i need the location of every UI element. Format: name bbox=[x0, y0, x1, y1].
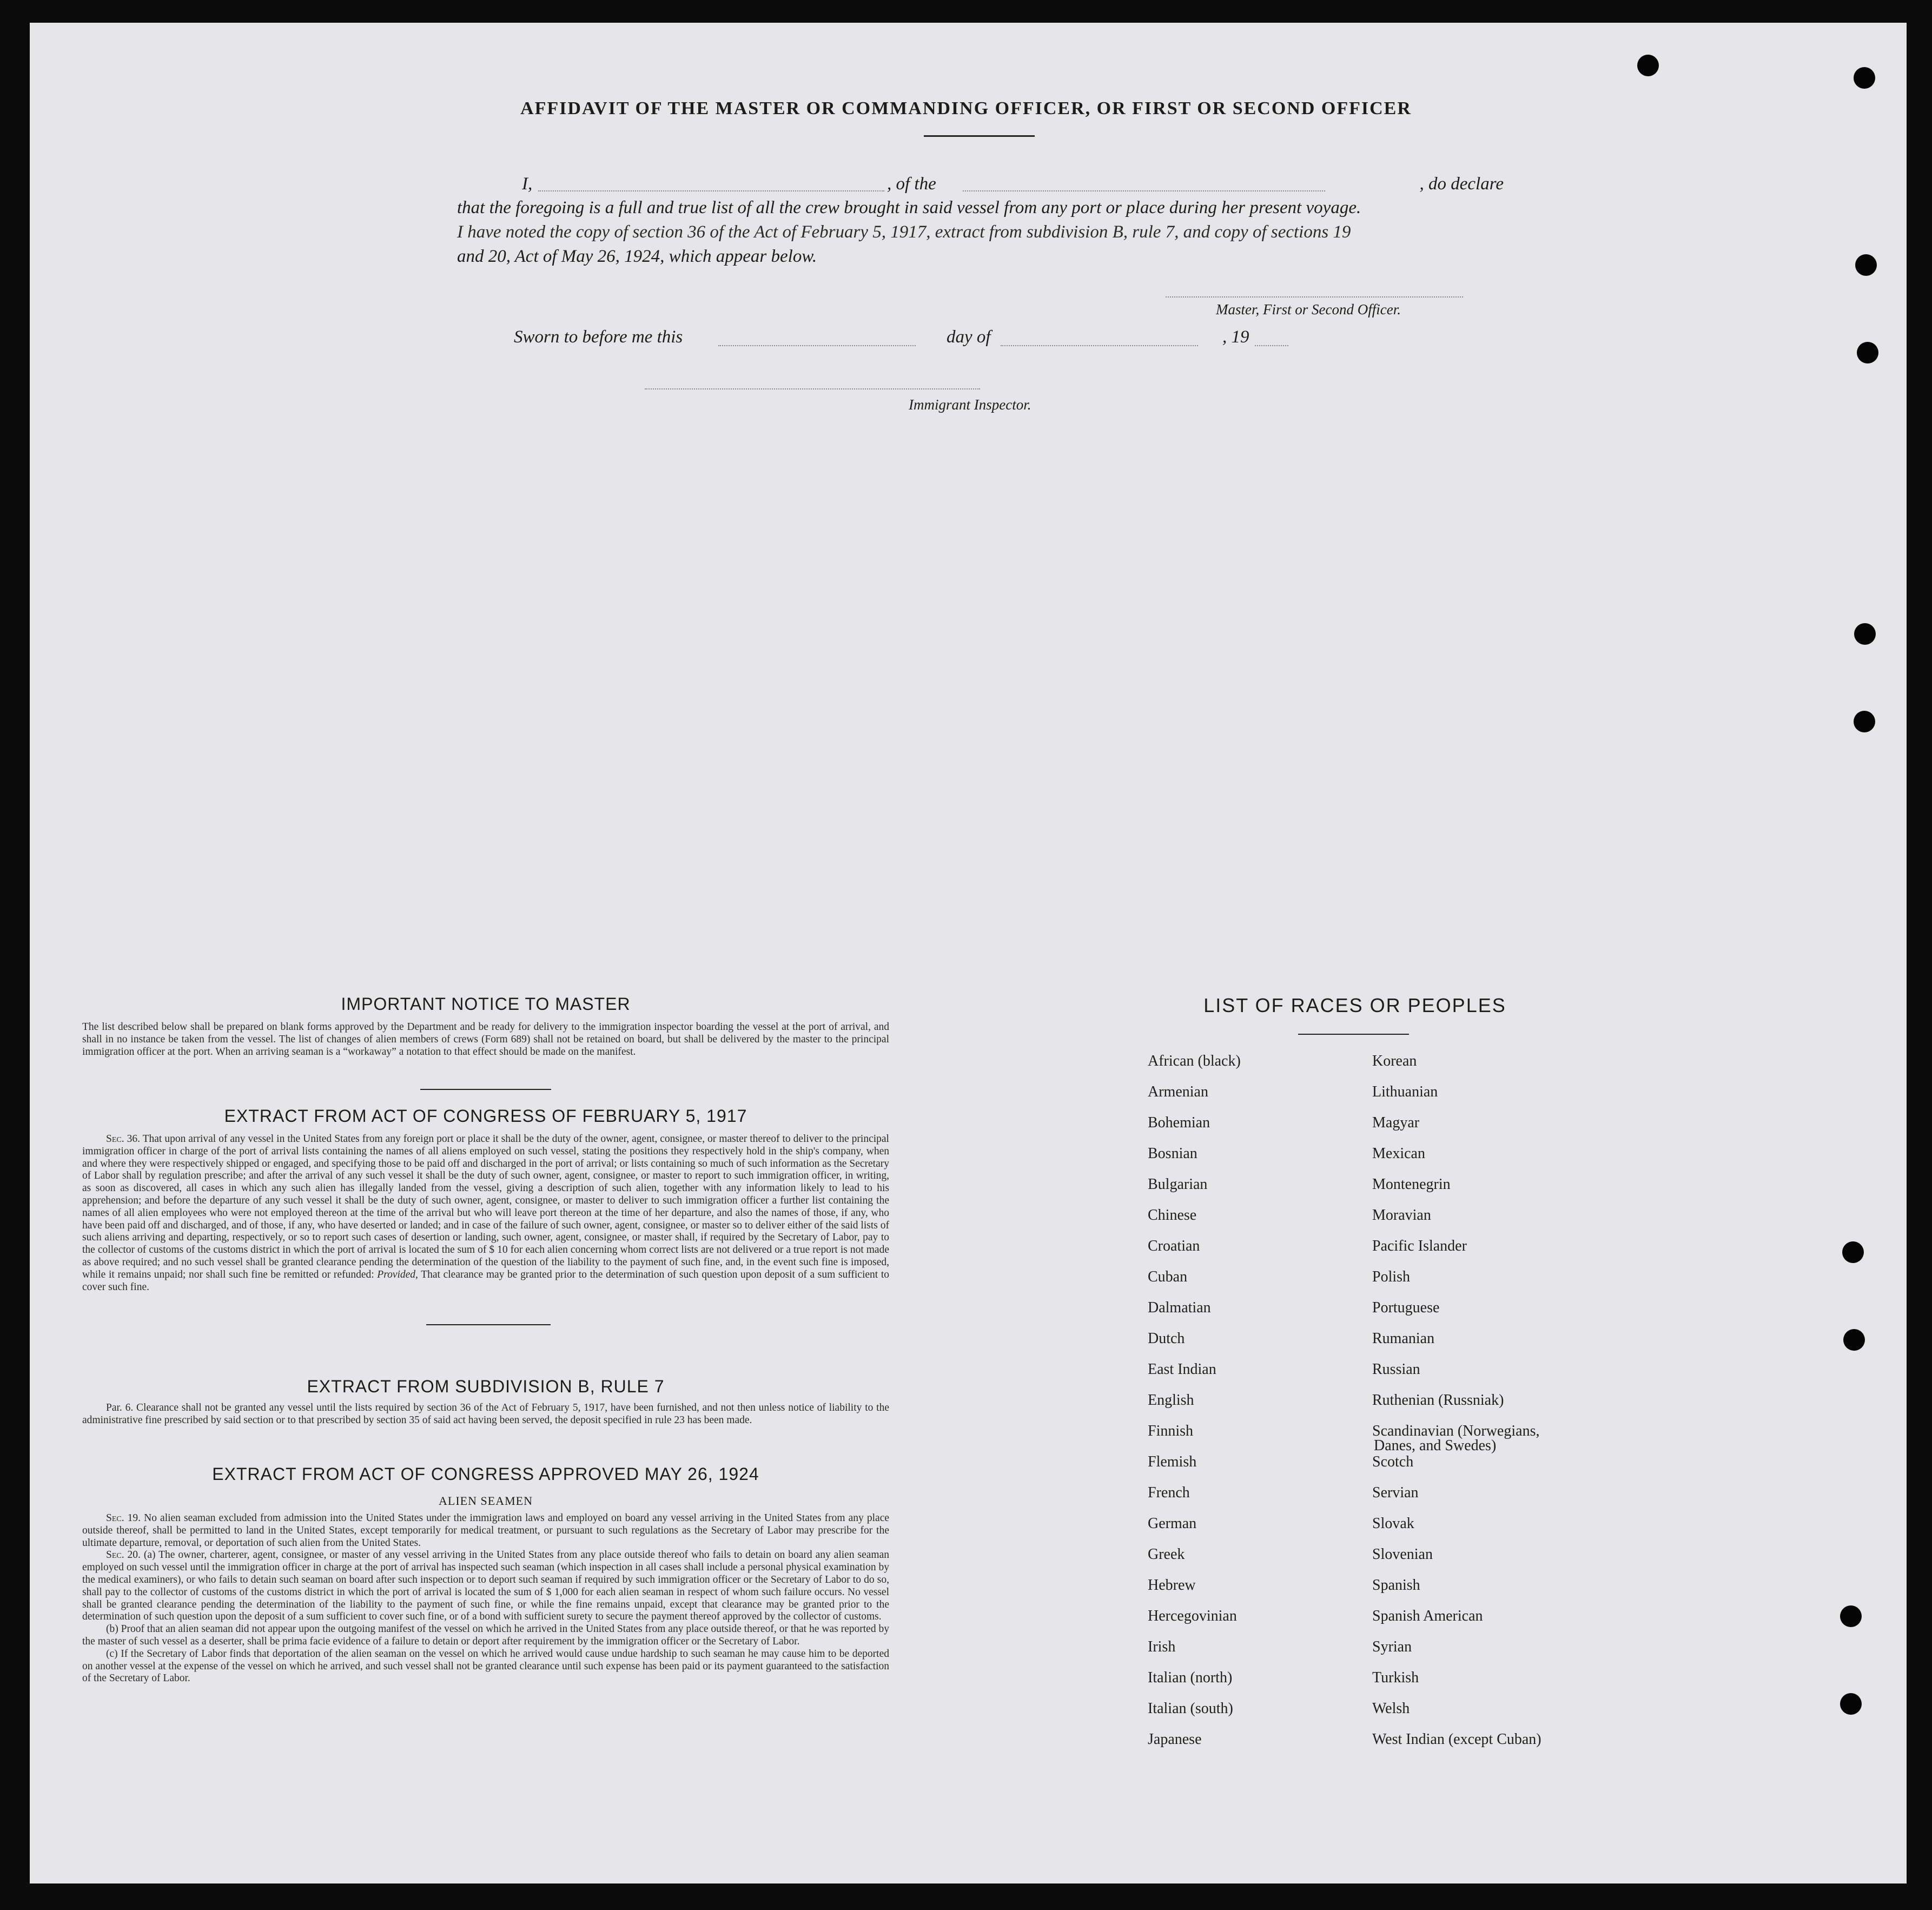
race-item: Rumanian bbox=[1372, 1330, 1435, 1347]
sec-36-text: That upon arrival of any vessel in the United States from any foreign port or place it shall be the duty of the owner, agent, consignee, or master thereof to deliver to the principal immigration officer in charge of the port of arrival lists containing the names of all aliens employed on such vessel, stating the positions they respectively hold in the ship's company, when and where they were respectively shipped or engaged, and specifying those to be paid off and discharged in the port of arrival; or lists containing so much of such information as the Secretary of Labor shall by regulation prescribe; and after the arrival of any such vessel it shall be the duty of such owner, agent, consignee, or master to report to such immigration officer, in writing, as soon as discovered, all cases in which any such alien has illegally landed from the vessel, giving a description of such alien, together with any information likely to lead to his apprehension; and before the departure of any such vessel it shall be the duty of such owner, agent, consignee, or master to deliver to such immigration officer a further list containing the names of all alien employees who were not employed thereon at the time of the arrival but who will leave port thereon at the time of her departure, and also the names of those, if any, who have been paid off and discharged, and of those, if any, who have deserted or landed; and in case of the failure of such owner, agent, consignee, or master so to deliver either of the said lists of such aliens arriving and departing, respectively, or so to report such cases of desertion or landing, such owner, agent, consignee, or master shall, if required by the Secretary of Labor, pay to the collector of customs of the customs district in which the port of arrival is located the sum of $ 10 for each alien concerning whom correct lists are not delivered or a true report is not made as above required; and no such vessel shall be granted clearance pending the determination of the question of the liability to the payment of such fine, and, in the event such fine is imposed, while it remains unpaid; nor shall such fine be remitted or refunded: bbox=[82, 1133, 889, 1280]
notice-title: IMPORTANT NOTICE TO MASTER bbox=[341, 994, 631, 1014]
race-item: Cuban bbox=[1148, 1268, 1188, 1285]
affidavit-title: AFFIDAVIT OF THE MASTER OR COMMANDING OFFICER, OR FIRST OR SECOND OFFICER bbox=[520, 98, 1412, 118]
race-item-continuation: Danes, and Swedes) bbox=[1374, 1437, 1497, 1454]
race-item: Hebrew bbox=[1148, 1577, 1196, 1594]
year-label: , 19 bbox=[1222, 327, 1249, 347]
affidavit-line-3: I have noted the copy of section 36 of the Act of February 5, 1917, extract from subdivision B, rule 7, and copy of sections 19 bbox=[457, 222, 1351, 242]
race-item: Italian (south) bbox=[1148, 1700, 1233, 1717]
race-item: Russian bbox=[1372, 1361, 1420, 1378]
binder-hole bbox=[1842, 1241, 1864, 1263]
race-item: Dalmatian bbox=[1148, 1299, 1211, 1316]
divider bbox=[420, 1089, 551, 1090]
race-item: Armenian bbox=[1148, 1083, 1208, 1100]
alien-seamen-subtitle: ALIEN SEAMEN bbox=[439, 1494, 533, 1508]
sec-36-label: Sec. 36. bbox=[106, 1133, 140, 1145]
divider bbox=[426, 1324, 551, 1325]
of-the-label: , of the bbox=[887, 174, 936, 194]
race-item: Portuguese bbox=[1372, 1299, 1440, 1316]
sec-19-text: No alien seaman excluded from admission into the United States under the immigration laws and employed on board any vessel arriving in the United States from any place outside thereof, shall be permitted to land in the United States, except temporarily for medical treatment, or pursuant to such regulations as the Secretary of Labor may prescribe for the ultimate departure, removal, or deportation of such alien from the United States. bbox=[82, 1512, 890, 1549]
race-item: Bosnian bbox=[1148, 1145, 1197, 1162]
sec-19-label: Sec. 19. bbox=[106, 1512, 141, 1524]
race-item: Turkish bbox=[1372, 1669, 1419, 1686]
do-declare-label: , do declare bbox=[1419, 174, 1504, 194]
inspector-label: Immigrant Inspector. bbox=[909, 396, 1031, 413]
binder-hole bbox=[1854, 623, 1876, 645]
race-item: Spanish American bbox=[1372, 1608, 1483, 1624]
race-item: Greek bbox=[1148, 1546, 1185, 1563]
race-item: Mexican bbox=[1372, 1145, 1425, 1162]
affidavit-line-2: that the foregoing is a full and true list of all the crew brought in said vessel from any port or place during her present voyage. bbox=[457, 198, 1361, 217]
race-item: Lithuanian bbox=[1372, 1083, 1438, 1100]
binder-hole bbox=[1854, 67, 1875, 89]
extract-rule7-text bbox=[82, 1402, 889, 1427]
race-item: Scandinavian (Norwegians, bbox=[1372, 1423, 1540, 1439]
binder-hole bbox=[1857, 342, 1878, 364]
extract-1917-text bbox=[82, 1133, 889, 1293]
sworn-year-field[interactable] bbox=[1255, 329, 1288, 346]
sec-36-text-end: That clearance may be granted prior to the determination of such question upon deposit of a sum sufficient to cover such fine. bbox=[82, 1268, 889, 1293]
day-of-label: day of bbox=[947, 327, 991, 347]
binder-hole bbox=[1854, 711, 1875, 732]
master-signature-label: Master, First or Second Officer. bbox=[1216, 301, 1401, 318]
sworn-label: Sworn to before me this bbox=[514, 327, 683, 347]
race-item: English bbox=[1148, 1392, 1194, 1409]
race-item: Syrian bbox=[1372, 1638, 1412, 1655]
master-signature-field[interactable] bbox=[1166, 281, 1463, 298]
race-item: Finnish bbox=[1148, 1423, 1194, 1439]
sec-20-label: Sec. 20. bbox=[106, 1549, 141, 1561]
name-field[interactable] bbox=[538, 174, 884, 191]
i-label: I, bbox=[522, 174, 533, 194]
binder-hole bbox=[1855, 254, 1877, 276]
affidavit-line-4: and 20, Act of May 26, 1924, which appear below. bbox=[457, 247, 817, 266]
title-underline bbox=[924, 135, 1035, 137]
race-item: Japanese bbox=[1148, 1731, 1202, 1748]
race-item: Flemish bbox=[1148, 1453, 1197, 1470]
race-item: Korean bbox=[1372, 1053, 1417, 1069]
race-item: Hercegovinian bbox=[1148, 1608, 1237, 1624]
extract-1924-title: EXTRACT FROM ACT OF CONGRESS APPROVED MAY 26, 1924 bbox=[212, 1464, 759, 1484]
race-item: Dutch bbox=[1148, 1330, 1185, 1347]
race-item: Bohemian bbox=[1148, 1114, 1210, 1131]
race-item: Spanish bbox=[1372, 1577, 1420, 1594]
extract-1917-title: EXTRACT FROM ACT OF CONGRESS OF FEBRUARY 5, 1917 bbox=[224, 1106, 747, 1126]
races-title-underline bbox=[1298, 1034, 1409, 1035]
race-item: West Indian (except Cuban) bbox=[1372, 1731, 1541, 1748]
race-item: Irish bbox=[1148, 1638, 1176, 1655]
race-item: Chinese bbox=[1148, 1207, 1197, 1224]
race-item: Slovenian bbox=[1372, 1546, 1433, 1563]
race-item: Servian bbox=[1372, 1484, 1419, 1501]
race-item: Slovak bbox=[1372, 1515, 1414, 1532]
binder-hole bbox=[1840, 1605, 1862, 1627]
sec-20c-text: (c) If the Secretary of Labor finds that deportation of the alien seaman on the vessel on which he arrived would cause undue hardship to such seaman he may cause him to be deported on another vessel at the expense of the vessel on which he arrived, and such vessel shall not be granted clearance until such expense has been paid or its payment guaranteed to the satisfaction of the Secretary of Labor. bbox=[82, 1648, 889, 1684]
par-6-text: Clearance shall not be granted any vessel until the lists required by section 36 of the Act of February 5, 1917, have been furnished, and not then unless notice of liability to the administrative fine prescribed by said section or to that prescribed by section 35 of said act having been served, the deposit specified in rule 23 has been made. bbox=[82, 1402, 889, 1426]
binder-hole bbox=[1637, 55, 1659, 76]
race-item: German bbox=[1148, 1515, 1197, 1532]
sworn-line bbox=[514, 325, 1293, 349]
sworn-month-field[interactable] bbox=[1001, 329, 1198, 346]
extract-1924-text bbox=[82, 1512, 889, 1685]
race-item: Pacific Islander bbox=[1372, 1238, 1467, 1254]
inspector-signature-field[interactable] bbox=[645, 373, 980, 389]
race-item: African (black) bbox=[1148, 1053, 1241, 1069]
par-6-label: Par. 6. bbox=[106, 1402, 134, 1413]
races-title: LIST OF RACES OR PEOPLES bbox=[1203, 994, 1506, 1016]
sec-20a-text: (a) The owner, charterer, agent, consignee, or master of any vessel arriving in the United States from any place outside thereof who fails to detain on board any alien seaman employed on such vessel until the immigration officer in charge at the port of arrival has inspected such seaman (which inspection in all cases shall include a personal physical examination by the medical examiners), or who fails to detain such seaman on board after such inspection or to deport such seaman if required by such immigration officer or the Secretary of Labor to do so, shall pay to the collector of customs of the customs district in which the port of arrival is located the sum of $ 1,000 for each alien seaman in respect of whom such failure occurs. No vessel shall be granted clearance pending the determination of the liability to the payment of such fine, or while the fine remains unpaid, except that clearance may be granted prior to the determination of such question upon the deposit of a sum sufficient to cover such fine, or of a bond with sufficient surety to secure the payment thereof approved by the collector of customs. bbox=[82, 1549, 889, 1623]
binder-hole bbox=[1840, 1693, 1862, 1715]
race-item: Moravian bbox=[1372, 1207, 1431, 1224]
race-item: Scotch bbox=[1372, 1453, 1414, 1470]
race-item: Bulgarian bbox=[1148, 1176, 1208, 1193]
extract-rule7-title: EXTRACT FROM SUBDIVISION B, RULE 7 bbox=[307, 1377, 665, 1396]
race-item: Magyar bbox=[1372, 1114, 1420, 1131]
race-item: East Indian bbox=[1148, 1361, 1216, 1378]
race-item: Croatian bbox=[1148, 1238, 1200, 1254]
sec-20b-text: (b) Proof that an alien seaman did not appear upon the outgoing manifest of the vessel on which he arrived in the United States from any place outside thereof, or that he was reported by the master of such vessel as a deserter, shall be prima facie evidence of a failure to detain or deport after requirement by the immigration officer or the Secretary of Labor. bbox=[82, 1623, 889, 1647]
race-item: French bbox=[1148, 1484, 1190, 1501]
race-item: Polish bbox=[1372, 1268, 1411, 1285]
race-item: Ruthenian (Russniak) bbox=[1372, 1392, 1504, 1409]
notice-text: The list described below shall be prepared on blank forms approved by the Department and be ready for delivery to the immigration inspector boarding the vessel at the port of arrival, and shall in no instance be taken from the vessel. The list of changes of alien members of crews (Form 689) shall not be retained on board, but shall be delivered by the master to the principal immigration officer at the port. When an arriving seaman is a “workaway” a notation to that effect should be made on the manifest. bbox=[82, 1021, 889, 1058]
vessel-field[interactable] bbox=[963, 174, 1325, 191]
sworn-day-field[interactable] bbox=[718, 329, 916, 346]
race-item: Welsh bbox=[1372, 1700, 1410, 1717]
race-item: Italian (north) bbox=[1148, 1669, 1233, 1686]
proviso-label: Provided, bbox=[377, 1268, 418, 1280]
race-item: Montenegrin bbox=[1372, 1176, 1451, 1193]
binder-hole bbox=[1843, 1329, 1865, 1351]
